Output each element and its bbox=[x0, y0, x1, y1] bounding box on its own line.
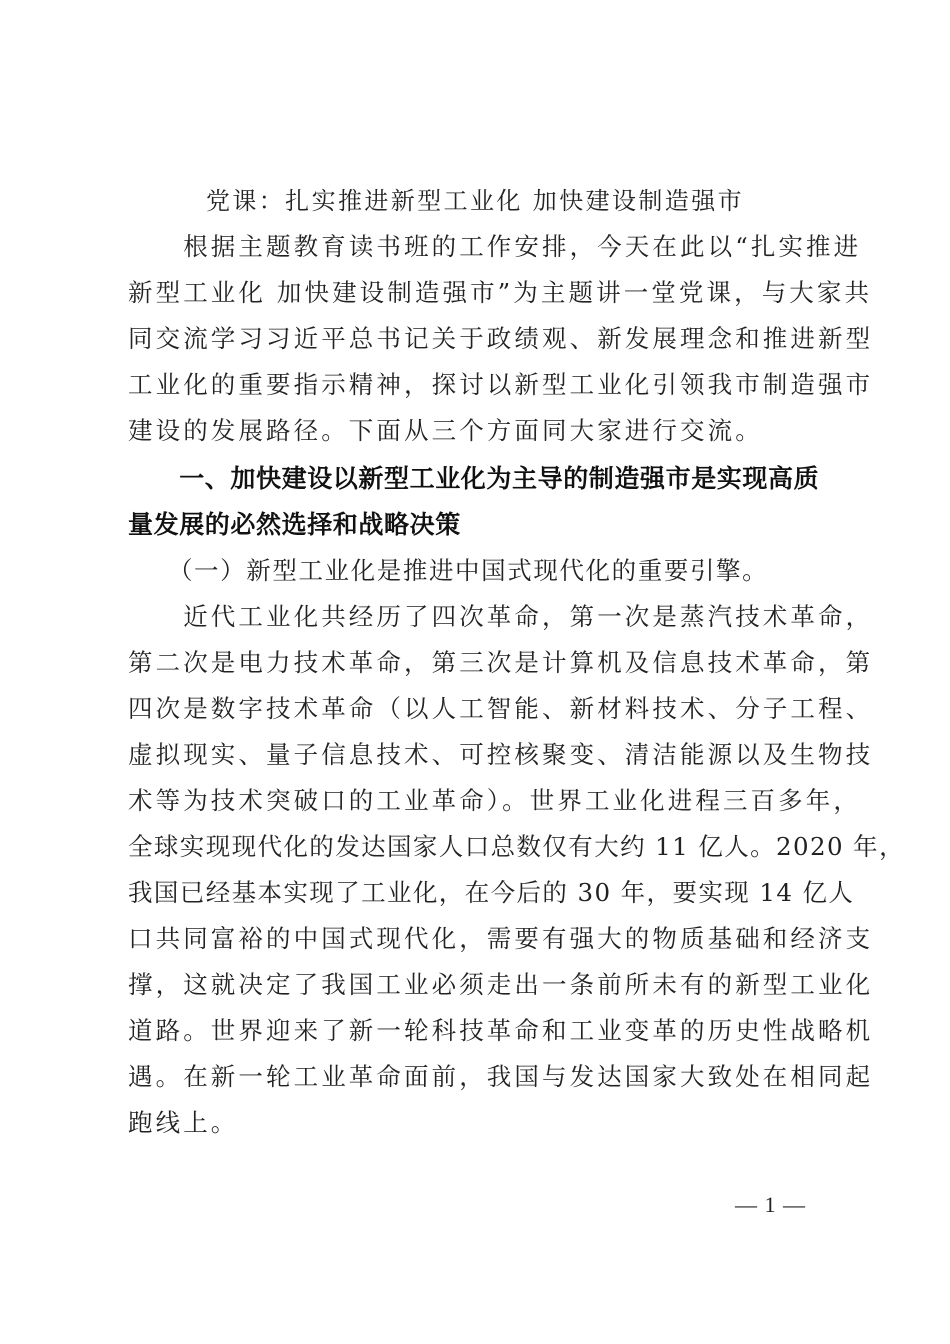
body-line: 全球实现现代化的发达国家人口总数仅有大约 11 亿人。2020 年， bbox=[128, 832, 905, 861]
body-line: 四次是数字技术革命（以人工智能、新材料技术、分子工程、 bbox=[128, 694, 874, 723]
body-line: 道路。世界迎来了新一轮科技革命和工业变革的历史性战略机 bbox=[128, 1016, 874, 1045]
body-line: 跑线上。 bbox=[128, 1108, 239, 1137]
body-line: 近代工业化共经历了四次革命，第一次是蒸汽技术革命， bbox=[128, 602, 874, 631]
section-heading-line: 一、加快建设以新型工业化为主导的制造强市是实现高质 bbox=[128, 464, 820, 493]
subsection-heading: （一）新型工业化是推进中国式现代化的重要引擎。 bbox=[128, 556, 769, 585]
body-line: 术等为技术突破口的工业革命）。世界工业化进程三百多年， bbox=[128, 786, 861, 815]
intro-line: 根据主题教育读书班的工作安排，今天在此以“扎实推进 bbox=[128, 232, 862, 261]
intro-line: 新型工业化 加快建设制造强市”为主题讲一堂党课，与大家共 bbox=[128, 278, 873, 307]
intro-line: 同交流学习习近平总书记关于政绩观、新发展理念和推进新型 bbox=[128, 324, 874, 353]
intro-line: 工业化的重要指示精神，探讨以新型工业化引领我市制造强市 bbox=[128, 370, 874, 399]
body-line: 虚拟现实、量子信息技术、可控核聚变、清洁能源以及生物技 bbox=[128, 740, 874, 769]
body-line: 第二次是电力技术革命，第三次是计算机及信息技术革命，第 bbox=[128, 648, 874, 677]
document-title: 党课：扎实推进新型工业化 加快建设制造强市 bbox=[205, 187, 745, 215]
section-heading-line: 量发展的必然选择和战略决策 bbox=[128, 510, 461, 539]
body-line: 我国已经基本实现了工业化，在今后的 30 年，要实现 14 亿人 bbox=[128, 878, 855, 907]
intro-line: 建设的发展路径。下面从三个方面同大家进行交流。 bbox=[128, 416, 763, 445]
body-line: 口共同富裕的中国式现代化，需要有强大的物质基础和经济支 bbox=[128, 924, 874, 953]
page-number: — 1 — bbox=[735, 1192, 806, 1217]
body-line: 撑，这就决定了我国工业必须走出一条前所未有的新型工业化 bbox=[128, 970, 874, 999]
body-line: 遇。在新一轮工业革命面前，我国与发达国家大致处在相同起 bbox=[128, 1062, 874, 1091]
